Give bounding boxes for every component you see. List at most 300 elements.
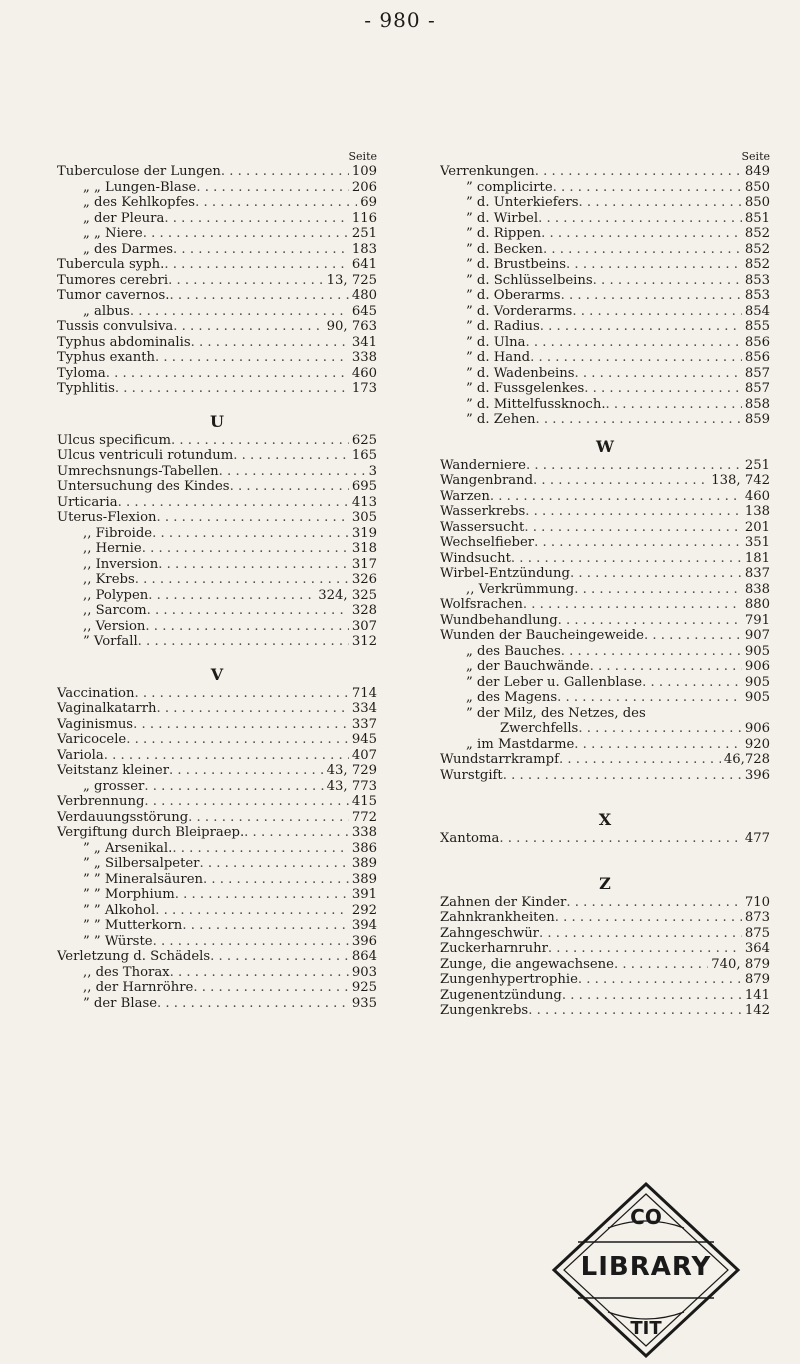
index-entry bbox=[440, 304, 770, 320]
leader-dots bbox=[490, 489, 742, 505]
index-entry bbox=[440, 551, 770, 567]
index-entry bbox=[57, 319, 377, 335]
entry-page: 852 bbox=[744, 226, 770, 241]
index-entry bbox=[57, 195, 377, 211]
entry-page: 856 bbox=[744, 334, 770, 350]
leader-dots bbox=[526, 458, 742, 474]
entry-page: 138 bbox=[744, 504, 770, 519]
index-entry bbox=[57, 825, 377, 841]
index-entry bbox=[440, 473, 770, 489]
section-letter-x: X bbox=[598, 810, 612, 829]
entries-x bbox=[440, 831, 770, 847]
entry-page: 853 bbox=[744, 288, 770, 303]
entry-label: „ des Bauches bbox=[466, 643, 561, 659]
leader-dots bbox=[540, 319, 742, 335]
index-entry bbox=[57, 686, 377, 702]
index-entry bbox=[440, 164, 770, 180]
leader-dots bbox=[559, 752, 721, 768]
leader-dots bbox=[144, 794, 348, 810]
index-entry bbox=[440, 988, 770, 1004]
leader-dots bbox=[143, 226, 349, 242]
entry-page: 864 bbox=[351, 949, 377, 964]
index-entry bbox=[57, 810, 377, 826]
entry-page: 328 bbox=[351, 603, 377, 618]
index-entry bbox=[57, 856, 377, 872]
index-entry bbox=[440, 180, 770, 196]
entry-label: ” ” Würste bbox=[83, 933, 153, 949]
entry-page: 43, 729 bbox=[326, 763, 377, 778]
leader-dots bbox=[173, 242, 349, 258]
entries-z bbox=[440, 895, 770, 1019]
entry-label: Varicocele bbox=[57, 732, 127, 747]
stamp-top-text: CO bbox=[630, 1205, 662, 1229]
index-entry bbox=[57, 934, 377, 950]
entry-page: 710 bbox=[744, 894, 770, 910]
leader-dots bbox=[528, 1003, 742, 1019]
entry-label: Xantoma bbox=[440, 831, 500, 846]
index-entry bbox=[57, 965, 377, 981]
leader-dots bbox=[155, 350, 349, 366]
leader-dots bbox=[572, 304, 742, 320]
entry-page: 850 bbox=[744, 195, 770, 210]
entry-page: 334 bbox=[351, 701, 377, 716]
leader-dots bbox=[173, 319, 323, 335]
leader-dots bbox=[523, 597, 742, 613]
leader-dots bbox=[574, 582, 742, 598]
section-letter-u: U bbox=[210, 411, 224, 431]
library-stamp bbox=[548, 1180, 744, 1360]
leader-dots bbox=[566, 257, 742, 273]
entry-page: 858 bbox=[744, 396, 770, 412]
entry-page: 879 bbox=[744, 972, 770, 987]
entry-label: ” ” Mineralsäuren bbox=[83, 871, 203, 887]
leader-dots bbox=[172, 841, 348, 857]
entry-page: 906 bbox=[744, 721, 770, 736]
index-entry bbox=[57, 304, 377, 320]
index-entry bbox=[440, 412, 770, 428]
entry-page: 183 bbox=[351, 241, 377, 257]
entry-page: 389 bbox=[351, 856, 377, 871]
entry-label: Tyloma bbox=[57, 365, 106, 381]
entry-label: Tussis convulsiva bbox=[57, 319, 174, 334]
index-entry bbox=[57, 335, 377, 351]
entry-page: 324, 325 bbox=[318, 587, 377, 603]
leader-dots bbox=[168, 273, 324, 289]
entry-page: 791 bbox=[744, 612, 770, 628]
leader-dots bbox=[570, 566, 742, 582]
index-entry bbox=[440, 242, 770, 258]
index-entry bbox=[440, 706, 770, 722]
entry-page: 852 bbox=[744, 257, 770, 272]
entry-page: 772 bbox=[351, 809, 377, 825]
leader-dots bbox=[169, 288, 348, 304]
leader-dots bbox=[557, 690, 742, 706]
leader-dots bbox=[196, 180, 348, 196]
entries-t bbox=[57, 164, 377, 397]
entry-label: Wechselfieber bbox=[440, 535, 535, 550]
index-entry bbox=[440, 721, 770, 737]
index-entry bbox=[57, 732, 377, 748]
entry-page: 714 bbox=[351, 685, 377, 701]
leader-dots bbox=[155, 903, 349, 919]
entry-page: 142 bbox=[744, 1003, 770, 1018]
entry-label: ” Vorfall bbox=[83, 634, 138, 649]
index-entry bbox=[440, 597, 770, 613]
entry-label: „ albus bbox=[83, 303, 130, 319]
index-entry bbox=[440, 257, 770, 273]
entry-label: ” d. Radius bbox=[466, 319, 540, 334]
leader-dots bbox=[219, 464, 366, 480]
leader-dots bbox=[104, 748, 349, 764]
entry-page: 364 bbox=[744, 941, 770, 956]
index-entry bbox=[440, 520, 770, 536]
index-entry bbox=[440, 972, 770, 988]
entry-page: 477 bbox=[744, 831, 770, 846]
entry-label: ” d. Oberarms bbox=[466, 288, 561, 303]
index-entry bbox=[440, 768, 770, 784]
entry-label: Zahnen der Kinder bbox=[440, 894, 567, 910]
entry-label: Urticaria bbox=[57, 494, 118, 510]
index-entry bbox=[57, 510, 377, 526]
entry-label: ” d. Wadenbeins bbox=[466, 365, 575, 381]
leader-dots bbox=[164, 211, 349, 227]
entry-page: 837 bbox=[744, 566, 770, 581]
index-entry bbox=[440, 613, 770, 629]
entry-page: 859 bbox=[744, 412, 770, 427]
entry-label: Zuckerharnruhr bbox=[440, 941, 548, 956]
entry-label: Wirbel-Entzündung bbox=[440, 566, 570, 581]
entry-label: Verletzung d. Schädels bbox=[57, 949, 211, 964]
leader-dots bbox=[106, 366, 349, 382]
entry-page: 853 bbox=[744, 272, 770, 288]
entry-page: 740, 879 bbox=[711, 956, 770, 972]
entry-label: Variola bbox=[57, 747, 104, 763]
index-entry bbox=[57, 526, 377, 542]
entry-label: ” d. Zehen bbox=[466, 412, 536, 427]
entry-page: 907 bbox=[744, 628, 770, 643]
entry-label: ” d. Brustbeins bbox=[466, 257, 567, 272]
index-entry bbox=[440, 195, 770, 211]
leader-dots bbox=[164, 257, 348, 273]
leader-dots bbox=[561, 288, 742, 304]
leader-dots bbox=[152, 526, 349, 542]
leader-dots bbox=[530, 350, 742, 366]
leader-dots bbox=[535, 164, 742, 180]
entry-label: „ grosser bbox=[83, 778, 145, 794]
leader-dots bbox=[148, 588, 315, 604]
index-entry bbox=[440, 659, 770, 675]
entry-page: 206 bbox=[351, 179, 377, 195]
index-entry bbox=[57, 495, 377, 511]
entry-page: 312 bbox=[351, 634, 377, 649]
entry-page: 855 bbox=[744, 319, 770, 334]
leader-dots bbox=[147, 603, 349, 619]
index-column-right bbox=[440, 150, 770, 1019]
entry-label: Typhus abdominalis bbox=[57, 334, 191, 350]
entry-page: 318 bbox=[351, 541, 377, 556]
entry-label: ” der Leber u. Gallenblase bbox=[466, 674, 643, 690]
leader-dots bbox=[534, 535, 742, 551]
entry-page: 460 bbox=[744, 488, 770, 504]
index-entry bbox=[440, 941, 770, 957]
entry-page: 857 bbox=[744, 365, 770, 381]
entry-page: 851 bbox=[744, 210, 770, 226]
section-letter-v: V bbox=[210, 664, 224, 684]
index-entry bbox=[57, 588, 377, 604]
entry-page: 138, 742 bbox=[711, 473, 770, 488]
leader-dots bbox=[157, 510, 349, 526]
entry-label: ” „ Silbersalpeter bbox=[83, 856, 200, 871]
entry-label: „ der Pleura bbox=[83, 210, 165, 226]
entry-label: ” d. Rippen bbox=[466, 226, 542, 241]
entry-page: 906 bbox=[744, 659, 770, 674]
leader-dots bbox=[511, 551, 742, 567]
entry-page: 396 bbox=[351, 933, 377, 949]
entry-page: 413 bbox=[351, 494, 377, 510]
leader-dots bbox=[579, 195, 742, 211]
entries-v bbox=[57, 686, 377, 1012]
entry-label: „ „ Lungen-Blase bbox=[83, 179, 197, 195]
section-letter-w: W bbox=[596, 436, 614, 456]
entry-page: 116 bbox=[351, 210, 377, 226]
entry-page: 181 bbox=[744, 550, 770, 566]
entry-label: Wasserkrebs bbox=[440, 504, 526, 519]
entries-v-continued bbox=[440, 164, 770, 428]
leader-dots bbox=[188, 810, 349, 826]
entry-page: 341 bbox=[351, 334, 377, 350]
index-entry bbox=[57, 619, 377, 635]
entry-page: 925 bbox=[351, 980, 377, 995]
leader-dots bbox=[193, 980, 349, 996]
entry-label: ,, Polypen bbox=[83, 587, 149, 603]
entry-page: 850 bbox=[744, 179, 770, 195]
leader-dots bbox=[130, 304, 349, 320]
index-entry bbox=[57, 763, 377, 779]
index-entry bbox=[440, 566, 770, 582]
index-entry bbox=[57, 949, 377, 965]
index-entry bbox=[57, 180, 377, 196]
leader-dots bbox=[499, 831, 741, 847]
entry-page: 90, 763 bbox=[326, 319, 377, 334]
index-entry bbox=[57, 603, 377, 619]
entry-page: 945 bbox=[351, 732, 377, 747]
entry-label: Wanderniere bbox=[440, 457, 526, 473]
leader-dots bbox=[548, 941, 742, 957]
entry-label: Zungenkrebs bbox=[440, 1003, 529, 1018]
index-entry bbox=[440, 926, 770, 942]
leader-dots bbox=[553, 180, 742, 196]
entry-page bbox=[646, 706, 649, 722]
entry-label: Wundstarrkrampf bbox=[440, 752, 559, 767]
leader-dots bbox=[561, 644, 742, 660]
entry-label: ” ” Mutterkorn bbox=[83, 918, 183, 933]
index-entry bbox=[440, 489, 770, 505]
stamp-library-text: LIBRARY bbox=[580, 1252, 712, 1282]
leader-dots bbox=[153, 934, 349, 950]
index-entry bbox=[440, 737, 770, 753]
entry-label: ,, Hernie bbox=[83, 541, 142, 556]
leader-dots bbox=[210, 949, 349, 965]
index-entry bbox=[57, 903, 377, 919]
leader-dots bbox=[126, 732, 349, 748]
index-entry bbox=[440, 273, 770, 289]
entry-page: 326 bbox=[351, 572, 377, 587]
entry-page: 46,728 bbox=[723, 752, 770, 767]
index-entry bbox=[440, 458, 770, 474]
entry-page: 880 bbox=[744, 597, 770, 612]
entry-page: 69 bbox=[360, 195, 377, 210]
entry-label: ” d. Mittelfussknoch. bbox=[466, 396, 606, 412]
index-entry bbox=[57, 257, 377, 273]
entry-label: Vaginismus bbox=[57, 716, 134, 732]
entry-label: ,, Inversion bbox=[83, 556, 159, 572]
entry-page: 857 bbox=[744, 381, 770, 396]
entry-label: Tuberculose der Lungen bbox=[57, 164, 221, 179]
entry-page: 625 bbox=[351, 432, 377, 448]
index-entry bbox=[440, 675, 770, 691]
index-entry bbox=[440, 288, 770, 304]
entry-label: ,, der Harnröhre bbox=[83, 980, 194, 995]
entry-label: Zungenhypertrophie bbox=[440, 972, 578, 987]
entry-page: 386 bbox=[351, 840, 377, 856]
entry-label: ,, Sarcom bbox=[83, 603, 147, 618]
entry-page: 173 bbox=[351, 381, 377, 396]
leader-dots bbox=[642, 675, 742, 691]
leader-dots bbox=[590, 659, 742, 675]
index-entry bbox=[440, 350, 770, 366]
index-entry bbox=[57, 980, 377, 996]
entry-page: 641 bbox=[351, 257, 377, 272]
entry-label: ” der Blase bbox=[83, 995, 158, 1011]
entry-page: 251 bbox=[351, 226, 377, 241]
leader-dots bbox=[230, 479, 349, 495]
entry-label: ” d. Unterkiefers bbox=[466, 195, 579, 210]
entry-page: 391 bbox=[351, 887, 377, 902]
leader-dots bbox=[170, 965, 349, 981]
leader-dots bbox=[566, 895, 741, 911]
entry-label: Umrechsnungs-Tabellen bbox=[57, 463, 219, 479]
leader-dots bbox=[584, 381, 742, 397]
entry-page: 43, 773 bbox=[326, 778, 377, 794]
index-entry bbox=[440, 319, 770, 335]
index-entry bbox=[57, 701, 377, 717]
entry-label: Uterus-Flexion bbox=[57, 510, 157, 525]
entry-label: ” ” Morphium bbox=[83, 887, 175, 902]
index-entry bbox=[57, 242, 377, 258]
entry-label: Veitstanz kleiner bbox=[57, 763, 170, 778]
index-entry bbox=[57, 748, 377, 764]
index-entry bbox=[440, 211, 770, 227]
leader-dots bbox=[536, 412, 742, 428]
entry-label: „ des Magens bbox=[466, 690, 558, 705]
entry-label: „ der Bauchwände bbox=[466, 659, 590, 674]
leader-dots bbox=[578, 721, 742, 737]
page-number: - 980 - bbox=[364, 8, 436, 32]
entry-page: 338 bbox=[351, 825, 377, 840]
leader-dots bbox=[558, 613, 742, 629]
index-entry bbox=[440, 895, 770, 911]
leader-dots bbox=[221, 164, 349, 180]
leader-dots bbox=[525, 504, 742, 520]
entry-label: Vaccination bbox=[57, 685, 135, 701]
seite-label: Seite bbox=[348, 150, 377, 163]
entry-page: 13, 725 bbox=[326, 272, 377, 288]
leader-dots bbox=[203, 872, 349, 888]
index-entry bbox=[57, 918, 377, 934]
entry-page: 905 bbox=[744, 690, 770, 705]
entry-label: Ulcus specificum bbox=[57, 432, 171, 448]
entry-page: 856 bbox=[744, 350, 770, 365]
entry-label: Windsucht bbox=[440, 550, 511, 566]
entries-w bbox=[440, 458, 770, 784]
index-entry bbox=[57, 448, 377, 464]
leader-dots bbox=[133, 717, 349, 733]
index-entry bbox=[57, 433, 377, 449]
entry-label: ” ” Alkohol bbox=[83, 902, 156, 918]
entry-label: Zugenentzündung bbox=[440, 987, 562, 1003]
index-entry bbox=[57, 288, 377, 304]
index-entry bbox=[440, 910, 770, 926]
entry-label: ” „ Arsenikal. bbox=[83, 840, 173, 856]
index-entry bbox=[440, 690, 770, 706]
entry-page: 695 bbox=[351, 479, 377, 494]
section-letter-z: Z bbox=[599, 873, 611, 893]
entry-label: ,, Krebs bbox=[83, 572, 135, 587]
index-entry bbox=[440, 644, 770, 660]
entry-label: Typhus exanth bbox=[57, 350, 156, 365]
entry-page: 873 bbox=[744, 910, 770, 925]
index-entry bbox=[57, 350, 377, 366]
entry-label: Wunden der Baucheingeweide bbox=[440, 628, 644, 643]
entry-page: 905 bbox=[744, 643, 770, 659]
leader-dots bbox=[538, 211, 742, 227]
entry-page: 165 bbox=[351, 448, 377, 463]
leader-dots bbox=[593, 273, 742, 289]
index-entry bbox=[440, 582, 770, 598]
entry-label: Wangenbrand bbox=[440, 473, 534, 488]
entry-page: 415 bbox=[351, 794, 377, 809]
entry-label: Tumores cerebri bbox=[57, 272, 169, 288]
entry-label: Vaginalkatarrh bbox=[57, 701, 157, 716]
index-entry bbox=[440, 504, 770, 520]
entries-u bbox=[57, 433, 377, 650]
index-entry bbox=[57, 634, 377, 650]
entry-page: 394 bbox=[351, 918, 377, 933]
leader-dots bbox=[171, 433, 349, 449]
entry-label: Verdauungsstörung bbox=[57, 809, 189, 825]
entry-label: Zwerchfells bbox=[500, 721, 579, 736]
leader-dots bbox=[135, 572, 349, 588]
index-entry bbox=[440, 1003, 770, 1019]
leader-dots bbox=[578, 972, 742, 988]
entry-label: ” d. Becken bbox=[466, 241, 543, 257]
entry-page: 3 bbox=[368, 463, 377, 479]
leader-dots bbox=[157, 701, 349, 717]
index-entry bbox=[57, 211, 377, 227]
entry-label: Wundbehandlung bbox=[440, 612, 558, 628]
entry-page: 141 bbox=[744, 987, 770, 1003]
entry-page: 305 bbox=[351, 510, 377, 525]
index-entry bbox=[57, 572, 377, 588]
leader-dots bbox=[144, 779, 323, 795]
index-entry bbox=[440, 366, 770, 382]
entry-label: Verrenkungen bbox=[440, 164, 535, 179]
entry-label: ” d. Hand bbox=[466, 350, 531, 365]
entry-page: 838 bbox=[744, 581, 770, 597]
entry-label: „ des Darmes bbox=[83, 241, 174, 257]
leader-dots bbox=[524, 520, 741, 536]
entry-label: Zahngeschwür bbox=[440, 925, 539, 941]
